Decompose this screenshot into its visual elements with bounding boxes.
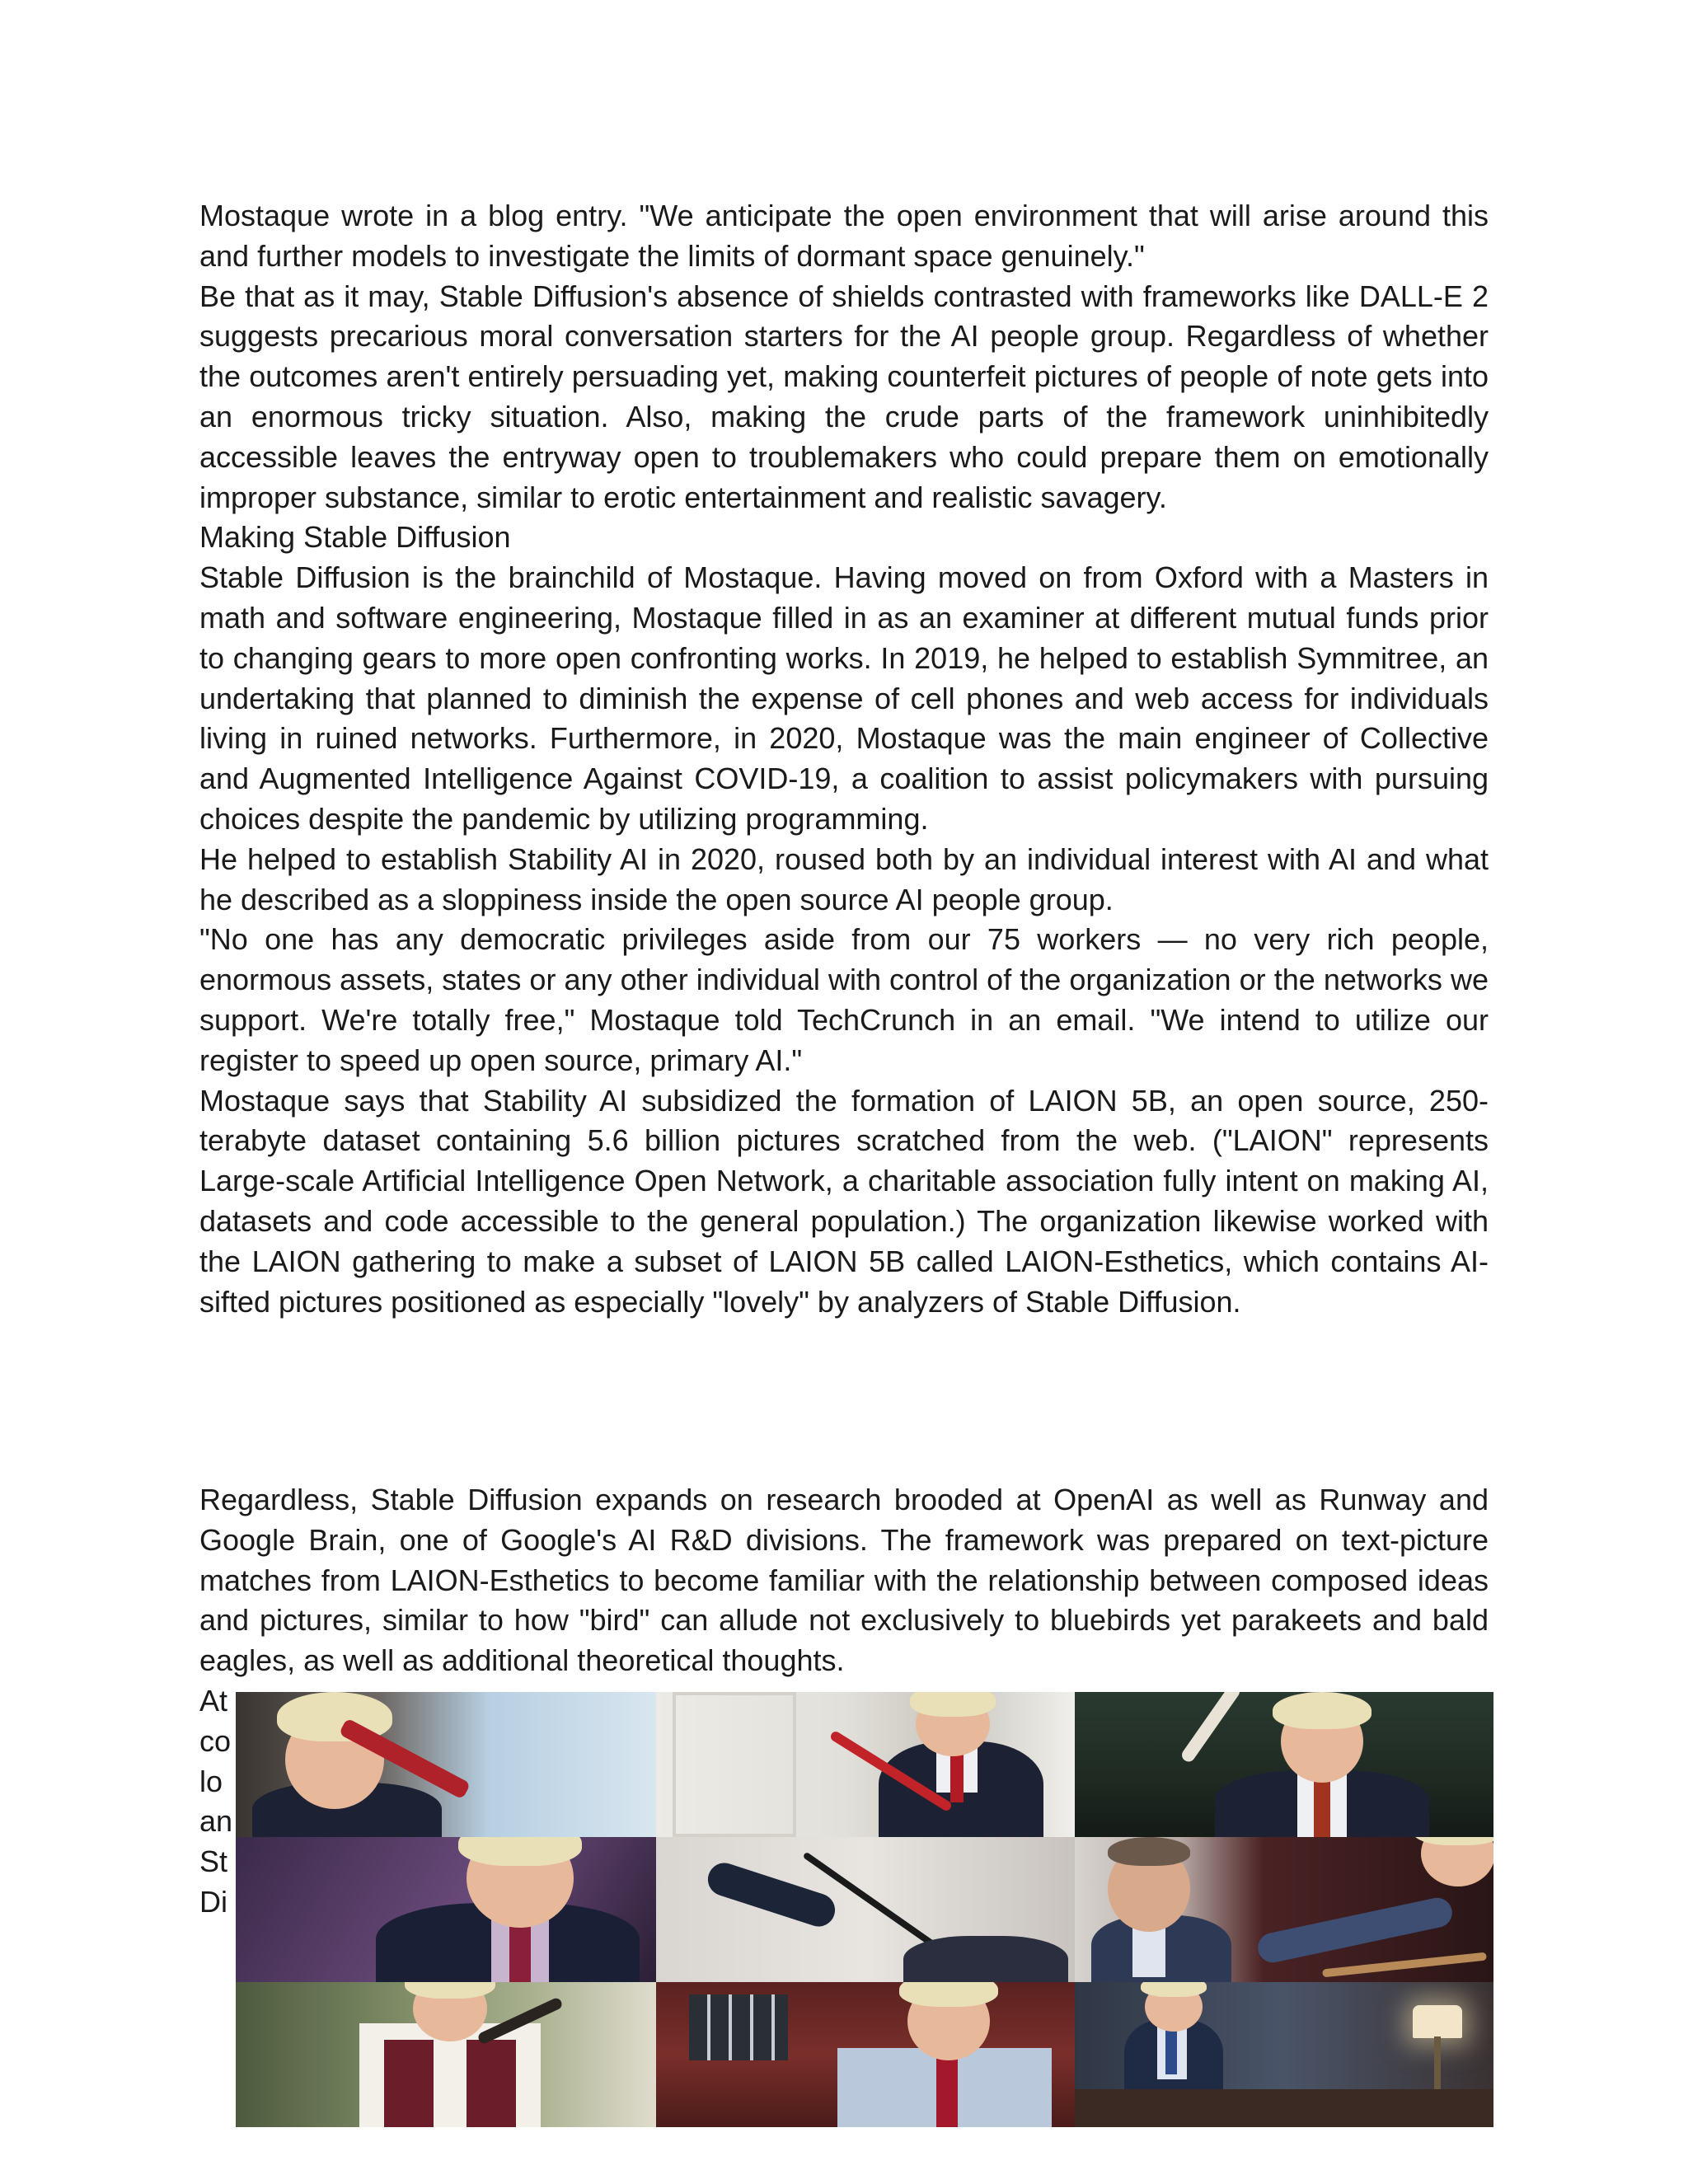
article-text-top [199, 196, 1489, 1322]
section-heading: Making Stable Diffusion [199, 520, 511, 555]
image-tile [1075, 1982, 1493, 2127]
paragraph: Mostaque wrote in a blog entry. "We anticipate the open environment that will arise around this and further models to investigate the limits of dormant space genuinely." [199, 199, 1489, 273]
image-tile [656, 1982, 1075, 2127]
paragraph: Mostaque says that Stability AI subsidized the formation of LAION 5B, an open source, 250-terabyte dataset containing 5.6 billion pictures scratched from the web. ("LAION" represents Large-scale Artificial Intelligence Open Network, a charitable association fully intent on making AI, datasets and code accessible to the general population.) The organization likewise worked with the LAION gathering to make a subset of LAION 5B called LAION-Esthetics, which contains AI-sifted pictures positioned as especially "lovely" by analyzers of Stable Diffusion. [199, 1083, 1489, 1319]
occluded-line: an [199, 1804, 233, 1839]
image-tile [236, 1837, 656, 1982]
paragraph: He helped to establish Stability AI in 2020, roused both by an individual interest with AI and what he described as a sloppiness inside the open source AI people group. [199, 841, 1489, 916]
generated-image-grid [236, 1692, 1493, 2127]
occluded-line: At [199, 1683, 228, 1718]
paragraph: Stable Diffusion is the brainchild of Mostaque. Having moved on from Oxford with a Masters in math and software engineering, Mostaque filled in as an examiner at different mutual funds prior to changing gears to more open confronting works. In 2019, he helped to establish Symmitree, an undertaking that planned to diminish the expense of cell phones and web access for individuals living in ruined networks. Furthermore, in 2020, Mostaque was the main engineer of Collective and Augmented Intelligence Against COVID-19, a coalition to assist policymakers with pursuing choices despite the pandemic by utilizing programming. [199, 560, 1489, 836]
image-tile [1075, 1837, 1493, 1982]
paragraph: Be that as it may, Stable Diffusion's absence of shields contrasted with frameworks like DALL-E 2 suggests precarious moral conversation starters for the AI people group. Regardless of whether the outcomes aren't entirely persuading yet, making counterfeit pictures of people of note gets into an enormous tricky situation. Also, making the crude parts of the framework uninhibitedly accessible leaves the entryway open to troublemakers who could prepare them on emotionally improper substance, similar to erotic entertainment and realistic savagery. [199, 279, 1489, 514]
image-tile [656, 1837, 1075, 1982]
paragraph: "No one has any democratic privileges aside from our 75 workers — no very rich people, enormous assets, states or any other individual with control of the organization or the networks we support. We're totally free," Mostaque told TechCrunch in an email. "We intend to utilize our register to speed up open source, primary AI." [199, 922, 1489, 1077]
paragraph: Regardless, Stable Diffusion expands on research brooded at OpenAI as well as Runway and Google Brain, one of Google's AI R&D divisions. The framework was prepared on text-picture matches from LAION-Esthetics to become familiar with the relationship between composed ideas and pictures, similar to how "bird" can allude not exclusively to bluebirds yet parakeets and bald eagles, as well as additional theoretical thoughts. [199, 1483, 1489, 1678]
occluded-line: lo [199, 1764, 223, 1798]
image-tile [656, 1692, 1075, 1837]
image-tile [1075, 1692, 1493, 1837]
image-tile [236, 1982, 656, 2127]
occluded-line: co [199, 1723, 232, 1758]
occluded-line: St [199, 1844, 228, 1879]
image-tile [236, 1692, 656, 1837]
occluded-line: Di [199, 1884, 227, 1919]
